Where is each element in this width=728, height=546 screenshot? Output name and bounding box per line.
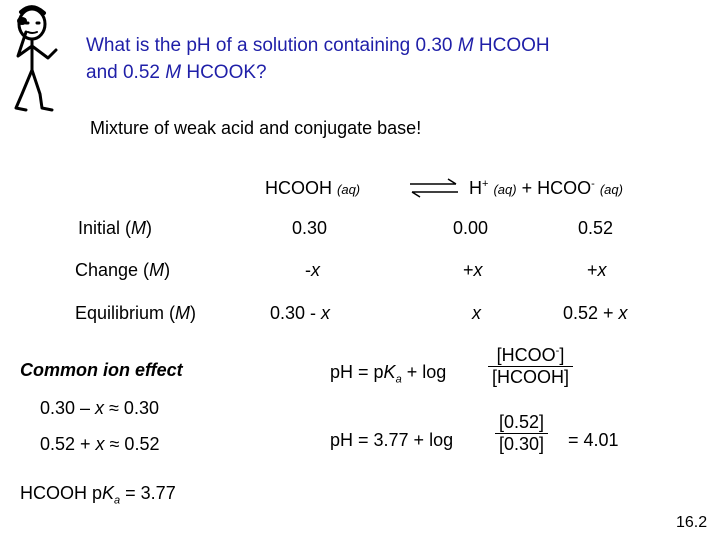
product2-state: (aq): [599, 182, 623, 197]
equation-reactant: [265, 178, 360, 199]
equation-products: [469, 178, 623, 199]
pka-value: HCOOH $pK_a = 3.77$: [20, 483, 176, 507]
plus-sign: +: [521, 178, 533, 198]
fraction-numerator: [0.52]: [499, 412, 545, 432]
product2-formula: HCOO: [537, 178, 592, 198]
approximation-2: 0.52 + x ≈ 0.52: [40, 434, 160, 454]
fraction-numerator: [HCOO-]: [496, 345, 565, 365]
subtitle: Mixture of weak acid and conjugate base!: [90, 118, 422, 138]
question-line-1: [86, 35, 550, 57]
ice-cell: 0.30: [292, 218, 328, 238]
ice-row-label: Equilibrium (M): [75, 303, 197, 323]
slide-number: 16.2: [676, 514, 708, 531]
ice-cell: 0.52 + x: [563, 303, 628, 323]
hh-formula-lhs: pH = $pK_a + \log$: [330, 362, 447, 386]
ice-cell: 0.00: [453, 218, 489, 238]
common-ion-title: Common ion effect: [20, 360, 183, 380]
ice-row-label: Change (M): [75, 260, 171, 280]
question-text: What is the pH of a solution containing 0.30: [86, 35, 458, 56]
fraction-denominator: [0.30]: [499, 434, 545, 454]
reactant-state: (aq): [337, 182, 361, 197]
product1-charge: +: [482, 178, 489, 190]
hh-calc-lhs: pH = 3.77 + log: [330, 430, 454, 450]
hh-calc-result: = 4.01: [568, 430, 619, 450]
molarity-unit: M: [457, 35, 474, 56]
molarity-unit: M: [165, 62, 182, 83]
ice-cell: x: [472, 303, 481, 323]
reactant-formula: HCOOH: [265, 178, 332, 198]
equilibrium-arrows-icon: [408, 178, 460, 198]
fraction-denominator: [HCOOH]: [492, 367, 570, 387]
hh-calc-fraction: [495, 412, 548, 455]
ice-cell: +x: [463, 260, 483, 280]
ice-cell: 0.52: [578, 218, 614, 238]
thinking-figure-icon: [4, 4, 64, 116]
question-line-2: [86, 62, 267, 84]
ice-cell: 0.30 - x: [270, 303, 331, 323]
question-text: HCOOH: [473, 35, 550, 56]
product2-charge: -: [591, 178, 595, 190]
ice-row-label: Initial (M): [78, 218, 153, 238]
ice-cell: -x: [305, 260, 320, 280]
question-text: HCOOK?: [181, 62, 267, 83]
ice-cell: +x: [587, 260, 607, 280]
product1-formula: H: [469, 178, 482, 198]
hh-formula-fraction: [488, 345, 573, 388]
approximation-1: 0.30 – x ≈ 0.30: [40, 398, 159, 418]
question-text: and 0.52: [86, 62, 166, 83]
product1-state: (aq): [493, 182, 517, 197]
